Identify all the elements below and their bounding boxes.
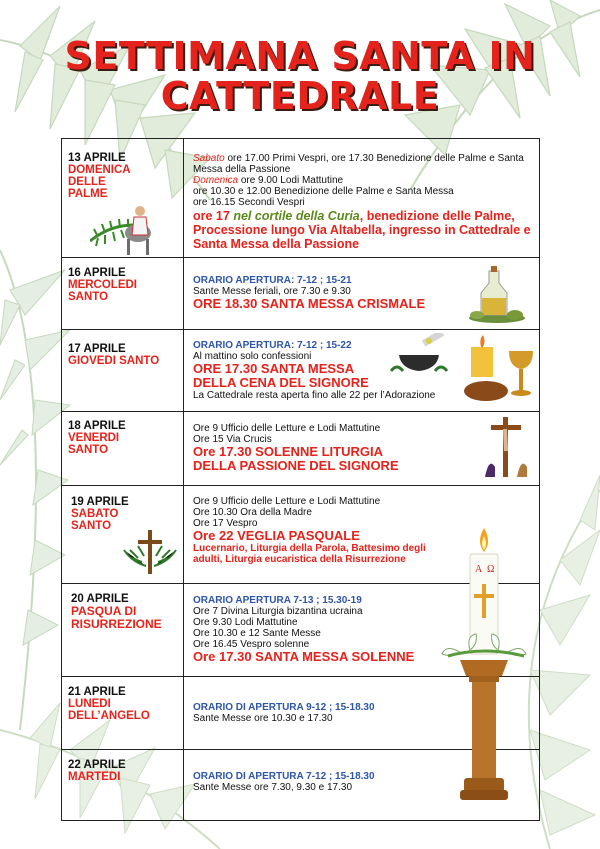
day-label: LUNEDI DELL’ANGELO (68, 698, 150, 722)
schedule-line: Ore 15 Via Crucis (193, 434, 272, 445)
schedule-line: Ore 10.30 Ora della Madre (193, 507, 312, 518)
date-cell (62, 412, 184, 486)
date-cell (62, 750, 184, 821)
main-event: Ore 17.30 SOLENNE LITURGIA (193, 444, 383, 459)
bread-candle-chalice-icon (461, 333, 536, 409)
highlight-text: , benedizione delle Palme, Processione lungo Via Altabella, ingresso in Cattedrale e Santa Messa della Passione (193, 209, 531, 251)
info-cell (184, 330, 540, 412)
schedule-line: La Cattedrale resta aperta fino alle 22 per l’Adorazione (193, 390, 436, 401)
day-label: VENERDI SANTO (68, 432, 120, 456)
info-cell (184, 139, 540, 258)
main-event: DELLA PASSIONE DEL SIGNORE (193, 458, 399, 473)
event-details: Lucernario, Liturgia della Parola, Battesimo degli adulti, Liturgia eucaristica della Risurrezione (193, 543, 426, 565)
paschal-candle-icon (440, 522, 540, 804)
schedule-line: Al mattino solo confessioni (193, 351, 312, 362)
highlight-place: nel cortile della Curia (233, 209, 360, 223)
date-cell (62, 677, 184, 750)
day-label: MERCOLEDI SANTO (68, 279, 137, 303)
sunday-label: Domenica (193, 175, 239, 186)
schedule-line: ore 16.15 Secondi Vespri (193, 197, 305, 208)
table-row (62, 412, 540, 486)
day-label: GIOVEDI SANTO (68, 355, 160, 367)
schedule-line: Ore 9.30 Lodi Mattutine (193, 617, 298, 628)
schedule-line: Sante Messe ore 7.30, 9.30 e 17.30 (193, 782, 352, 793)
main-event: Ore 17.30 SANTA MESSA SOLENNE (193, 649, 415, 664)
palm-cross-icon (122, 526, 178, 578)
date-label: 17 APRILE (68, 343, 126, 355)
date-cell (62, 584, 184, 677)
main-event: ORE 17.30 SANTA MESSA (193, 361, 355, 376)
date-label: 16 APRILE (68, 267, 126, 279)
schedule-line: Ore 16.45 Vespro solenne (193, 639, 310, 650)
svg-text:A: A (475, 564, 483, 575)
schedule-line: Ore 10.30 e 12 Sante Messe (193, 628, 321, 639)
schedule-line: Ore 9 Ufficio delle Letture e Lodi Mattutine (193, 496, 381, 507)
date-label: 21 APRILE (68, 686, 126, 698)
schedule-line: Sante Messe feriali, ore 7.30 e 9.30 (193, 286, 351, 297)
date-cell (62, 330, 184, 412)
main-event: ORE 18.30 SANTA MESSA CRISMALE (193, 296, 426, 311)
date-cell (62, 258, 184, 330)
opening-hours: ORARIO APERTURA 7-13 ; 15.30-19 (193, 595, 362, 606)
crucifixion-icon (481, 415, 531, 481)
table-row (62, 139, 540, 258)
schedule-line: ore 10.30 e 12.00 Benedizione delle Palme e Santa Messa (193, 186, 454, 197)
saturday-text: ore 17.00 Primi Vespri, ore 17.30 Benedizione delle Palme e Santa Messa della Passione (193, 153, 524, 175)
opening-hours: ORARIO DI APERTURA 9-12 ; 15-18.30 (193, 702, 375, 713)
date-cell (62, 139, 184, 258)
opening-hours: ORARIO DI APERTURA 7-12 ; 15-18.30 (193, 771, 375, 782)
date-label: 19 APRILE (71, 496, 129, 508)
sunday-text: ore 9.00 Lodi Mattutine (240, 175, 344, 186)
day-label: DOMENICA DELLE PALME (68, 164, 131, 200)
table-row (62, 258, 540, 330)
schedule-line: Ore 7 Divina Liturgia bizantina ucraina (193, 606, 363, 617)
main-event: DELLA CENA DEL SIGNORE (193, 375, 369, 390)
chrism-oil-icon (467, 263, 529, 325)
palm-procession-icon (90, 191, 160, 257)
palm-leaf-left (0, 230, 70, 750)
schedule-line: Ore 9 Ufficio delle Letture e Lodi Mattutine (193, 423, 381, 434)
saturday-label: Sabato (193, 153, 225, 164)
schedule-line: Ore 17 Vespro (193, 518, 258, 529)
schedule-line: Sante Messe ore 10.30 e 17.30 (193, 713, 333, 724)
info-cell (184, 412, 540, 486)
date-label: 18 APRILE (68, 420, 126, 432)
date-label: 22 APRILE (68, 759, 126, 771)
date-label: 20 APRILE (71, 593, 129, 605)
main-event: Ore 22 VEGLIA PASQUALE (193, 528, 360, 543)
day-label: PASQUA DI RISURREZIONE (71, 604, 162, 631)
date-cell (62, 486, 184, 584)
page-title: SETTIMANA SANTA IN CATTEDRALE (64, 34, 536, 118)
day-label: MARTEDI (68, 771, 121, 783)
mortar-pestle-icon (389, 333, 449, 383)
table-row (62, 330, 540, 412)
opening-hours: ORARIO APERTURA: 7-12 ; 15-21 (193, 275, 352, 286)
day-label: SABATO SANTO (71, 508, 119, 532)
highlight-time: ore 17 (193, 209, 230, 223)
date-label: 13 APRILE (68, 152, 126, 164)
opening-hours: ORARIO APERTURA: 7-12 ; 15-22 (193, 340, 352, 351)
info-cell (184, 258, 540, 330)
svg-text:Ω: Ω (487, 564, 495, 575)
